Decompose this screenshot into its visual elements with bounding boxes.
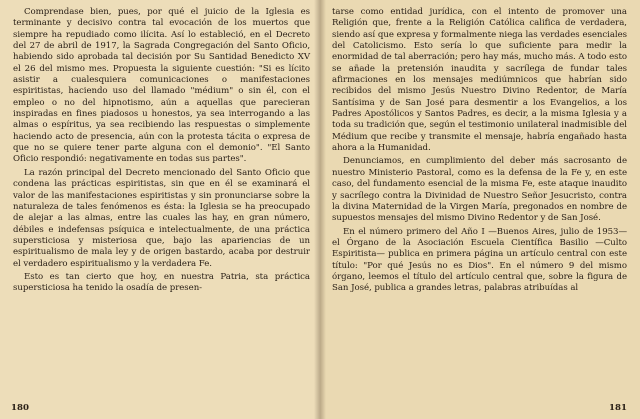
left-page-text [13,7,310,295]
page-number: 180 [11,403,29,413]
paragraph: Denunciamos, en cumplimiento del deber más sacrosanto de nuestro Ministerio Pastoral, como es la defensa de la Fe y, en este caso, del fundamento esencial de la misma Fe, este ataque inaudito y sacrílego contra la Divinidad de Nuestro Señor Jesucristo, contra la divina Maternidad de la Virgen María, pregonados en nombre de supuestos mensajes del mismo Divino Redentor y de San José. [332,156,627,224]
paragraph: Comprendase bien, pues, por qué el juicio de la Iglesia es terminante y decisivo contra tal evocación de los muertos que siempre ha repudiado como ilícita. Así lo estableció, en el Decreto del 27 de abril de 1917, la Sagrada Congregación del Santo Oficio, habiendo sido aprobada tal decisión por Su Santidad Benedicto XV el 26 del mismo mes. Propuesta la siguiente cuestión: "Si es lícito asistir a cualesquiera comunicaciones o manifestaciones espiritistas, haciendo uso del llamado "médium" o sin él, con el empleo o no del hipnotismo, aún a aquellas que parecieran inspiradas en fines piadosos u honestos, ya sea interrogando a las almas o espíritus, ya sea recibiendo las respuestas o simplemente haciendo acto de presencia, aún con la protesta tácita o expresa de que no se quiere tener parte alguna con el demonio". "El Santo Oficio respondió: negativamente en todas sus partes". [13,7,310,165]
paragraph: tarse como entidad jurídica, con el intento de promover una Religión que, frente a la Religión Católica califica de verdadera, siendo así que expresa y formalmente niega las verdades esenciales del Catolicismo. Esto sería lo que suficiente para medir la enormidad de tal aberración; pero hay más, mucho más. A todo esto se añade la pretensión inaudita y sacrílega de fundar tales afirmaciones en los mensajes mediúmnicos que habrían sido recibidos del mismo Jesús Nuestro Divino Redentor, de María Santísima y de San José para desmentir a los Evangelios, a los Padres Apostólicos y Santos Padres, es decir, a la misma Iglesia y a toda su tradición que, según el testimonio unilateral inadmisible del Médium que recibe y transmite el mensaje, habría engañado hasta ahora a la Humanidad. [332,7,627,154]
paragraph: Esto es tan cierto que hoy, en nuestra Patria, sta práctica supersticiosa ha tenido la osadía de presen- [13,271,310,294]
right-page-text [332,7,627,295]
paragraph: En el número primero del Año I —Buenos Aires, julio de 1953— el Órgano de la Asociación Escuela Científica Basilio —Culto Espiritista— publica en primera página un artículo central con este título: "Por qué Jesús no es Dios". En el número 9 del mismo órgano, leemos el título del artículo central que, sobre la figura de San José, publica a grandes letras, palabras atribuídas al [332,226,627,294]
right-page [320,0,640,419]
page-number: 181 [609,403,627,413]
book-gutter [314,0,326,419]
paragraph: La razón principal del Decreto mencionado del Santo Oficio que condena las prácticas espiritistas, sin que en él se examinará el valor de las manifestaciones espiritistas y sin pronunciarse sobre la naturaleza de tales fenómenos es ésta: la Iglesia se ha preocupado de alejar a las almas, entre las cuales las hay, en gran número, débiles e indefensas psíquica e intelectualmente, de una práctica supersticiosa y misteriosa que, bajo las apariencias de un espiritualismo de mala ley y de origen bastardo, acaba por destruir el verdadero espiritualismo y la verdadera Fe. [13,167,310,269]
